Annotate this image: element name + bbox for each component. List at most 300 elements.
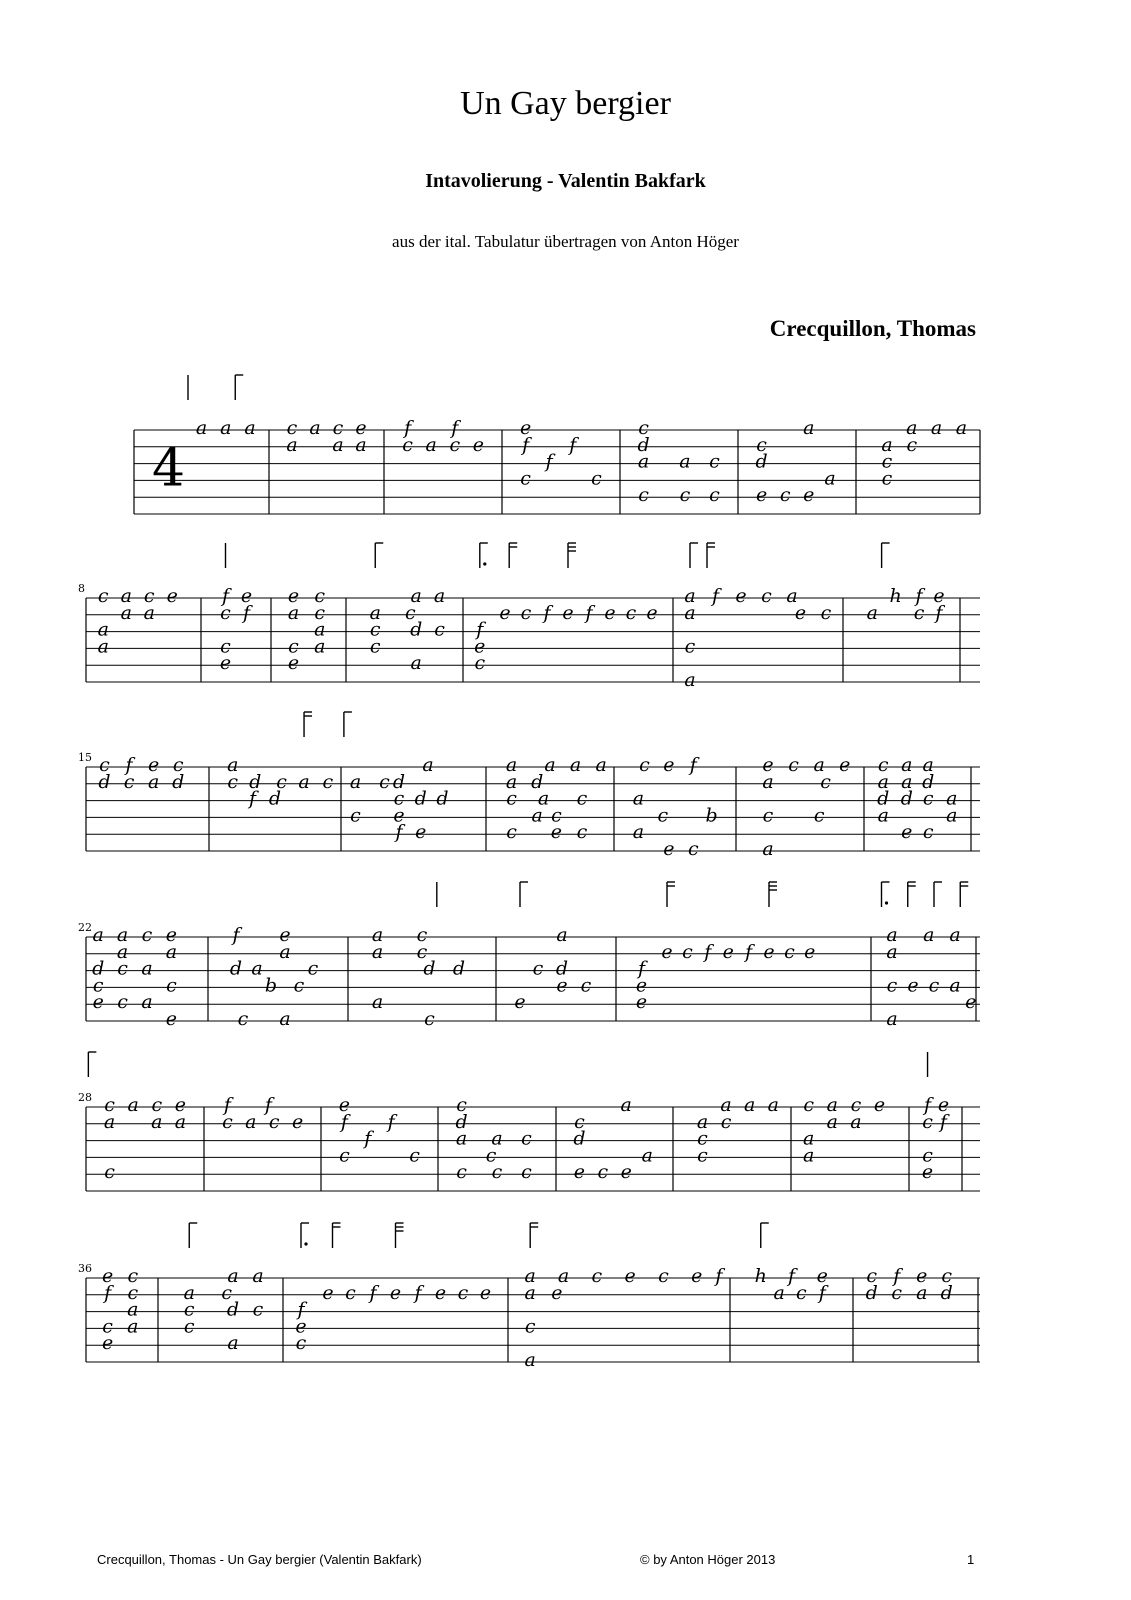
fret-letter: f xyxy=(543,601,551,624)
fret-letter: a xyxy=(314,618,326,641)
fret-letter: e xyxy=(755,484,768,507)
fret-letter: d xyxy=(940,1281,953,1304)
fret-letter: a xyxy=(684,669,696,691)
fret-letter: a xyxy=(632,787,645,810)
fret-letter: e xyxy=(434,1281,447,1304)
fret-letter: c xyxy=(268,1110,280,1133)
fret-letter: c xyxy=(709,450,720,473)
fret-letter: d xyxy=(555,957,569,980)
fret-letter: c xyxy=(307,957,319,980)
fret-letter: a xyxy=(195,417,208,439)
fret-letter: a xyxy=(141,991,153,1014)
fret-letter: a xyxy=(183,1281,195,1304)
fret-letter: a xyxy=(930,417,943,439)
fret-letter: c xyxy=(813,804,825,827)
fret-letter: a xyxy=(744,1094,756,1116)
fret-letter: d xyxy=(900,787,913,810)
fret-letter: c xyxy=(222,1110,233,1133)
fret-letter: a xyxy=(127,1315,139,1338)
fret-letter: e xyxy=(762,754,774,776)
footer-page-number: 1 xyxy=(967,1552,975,1567)
fret-letter: f xyxy=(711,585,720,607)
fret-letter: e xyxy=(901,821,913,844)
fret-letter: e xyxy=(389,1281,402,1304)
fret-letter: f xyxy=(414,1281,422,1304)
fret-letter: c xyxy=(456,1161,467,1184)
fret-letter: c xyxy=(886,974,898,997)
fret-letter: c xyxy=(521,1161,532,1184)
fret-letter: a xyxy=(922,754,934,776)
fret-letter: a xyxy=(773,1281,785,1304)
fret-letter: d xyxy=(436,787,449,810)
fret-letter: e xyxy=(322,1281,334,1304)
fret-letter: c xyxy=(866,1265,878,1287)
fret-letter: c xyxy=(682,940,693,963)
fret-letter: c xyxy=(102,1315,113,1338)
fret-letter: a xyxy=(620,1094,632,1116)
fret-letter: c xyxy=(928,974,940,997)
fret-letter: c xyxy=(762,804,774,827)
fret-letter: c xyxy=(687,838,699,860)
fret-letter: a xyxy=(174,1110,187,1133)
fret-letter: a xyxy=(826,1094,838,1116)
fret-letter: a xyxy=(425,433,437,456)
fret-letter: a xyxy=(886,940,898,963)
fret-letter: c xyxy=(574,1110,585,1133)
fret-letter: f xyxy=(637,957,646,980)
fret-letter: c xyxy=(485,1144,497,1167)
fret-letter: c xyxy=(409,1144,420,1167)
fret-letter: c xyxy=(891,1281,903,1304)
fret-letter: a xyxy=(949,924,961,946)
fret-letter: c xyxy=(295,1332,307,1355)
fret-letter: c xyxy=(314,585,326,607)
tab-system xyxy=(78,543,980,691)
fret-letter: e xyxy=(803,484,815,507)
fret-letter: e xyxy=(804,940,816,963)
fret-letter: c xyxy=(913,601,925,624)
fret-letter: c xyxy=(339,1144,350,1167)
composer-name: Crecquillon, Thomas xyxy=(769,316,976,341)
fret-letter: c xyxy=(104,1094,115,1116)
fret-letter: e xyxy=(933,585,945,607)
fret-letter: a xyxy=(877,770,889,793)
rhythm-dot xyxy=(483,562,486,565)
fret-letter: a xyxy=(762,770,774,793)
fret-letter: e xyxy=(839,754,851,776)
fret-letter: c xyxy=(449,433,461,456)
fret-letter: a xyxy=(371,991,384,1014)
fret-letter: d xyxy=(249,770,262,793)
fret-letter: e xyxy=(907,974,919,997)
fret-letter: e xyxy=(219,652,232,675)
fret-letter: c xyxy=(506,787,517,810)
fret-letter: e xyxy=(624,1265,636,1287)
fret-letter: e xyxy=(472,433,485,456)
fret-letter: d xyxy=(92,957,105,980)
fret-letter: c xyxy=(520,601,532,624)
fret-letter: e xyxy=(663,754,675,776)
fret-letter: e xyxy=(551,1281,563,1304)
fret-letter: e xyxy=(519,417,532,439)
fret-letter: c xyxy=(697,1127,708,1150)
fret-letter: c xyxy=(803,1094,815,1116)
fret-letter: c xyxy=(252,1298,264,1321)
fret-letter: c xyxy=(709,484,720,507)
fret-letter: a xyxy=(866,601,878,624)
fret-letter: e xyxy=(279,924,291,946)
fret-letter: f xyxy=(404,417,412,439)
fret-letter: c xyxy=(183,1298,195,1321)
fret-letter: e xyxy=(166,585,178,607)
fret-letter: a xyxy=(141,957,153,980)
fret-letter: a xyxy=(120,585,132,607)
fret-letter: a xyxy=(103,1110,116,1133)
fret-letter: a xyxy=(252,1265,264,1287)
fret-letter: e xyxy=(291,1110,304,1133)
fret-letter: a xyxy=(349,770,362,793)
fret-letter: a xyxy=(116,924,129,946)
fret-letter: d xyxy=(531,770,544,793)
page-subtitle: Intavolierung - Valentin Bakfark xyxy=(425,170,706,192)
fret-letter: c xyxy=(591,467,602,490)
fret-letter: e xyxy=(165,1008,178,1030)
fret-letter: d xyxy=(172,770,185,793)
fret-letter: a xyxy=(298,770,310,793)
fret-letter: d xyxy=(414,787,427,810)
fret-letter: f xyxy=(364,1127,372,1150)
fret-letter: e xyxy=(338,1094,351,1116)
fret-letter: a xyxy=(544,754,556,776)
fret-letter: c xyxy=(322,770,334,793)
fret-letter: a xyxy=(151,1110,163,1133)
fret-letter: a xyxy=(116,940,129,963)
fret-letter: f xyxy=(223,1094,231,1116)
fret-letter: h xyxy=(754,1265,767,1287)
fret-letter: d xyxy=(573,1127,586,1150)
fret-letter: a xyxy=(279,940,291,963)
fret-letter: c xyxy=(141,924,153,946)
fret-letter: c xyxy=(820,770,831,793)
fret-letter: f xyxy=(264,1094,272,1116)
fret-letter: a xyxy=(881,433,893,456)
fret-letter: a xyxy=(886,1008,898,1030)
fret-letter: a xyxy=(826,1110,838,1133)
fret-letter: c xyxy=(416,924,428,946)
fret-letter: c xyxy=(456,1094,467,1116)
fret-letter: f xyxy=(125,754,133,776)
fret-letter: e xyxy=(635,991,648,1014)
fret-letter: f xyxy=(545,450,553,473)
fret-letter: c xyxy=(638,417,649,439)
fret-letter: a xyxy=(227,1332,239,1355)
fret-letter: c xyxy=(474,652,486,675)
fret-letter: e xyxy=(562,601,574,624)
fret-letter: c xyxy=(591,1265,603,1287)
fret-letter: d xyxy=(455,1110,468,1133)
fret-letter: d xyxy=(865,1281,878,1304)
fret-letter: f xyxy=(369,1281,377,1304)
fret-letter: c xyxy=(166,974,177,997)
fret-letter: c xyxy=(457,1281,469,1304)
fret-letter: c xyxy=(434,618,445,641)
fret-letter: c xyxy=(424,1008,435,1030)
fret-letter: e xyxy=(174,1094,187,1116)
fret-letter: a xyxy=(371,940,384,963)
fret-letter: a xyxy=(850,1110,862,1133)
fret-letter: a xyxy=(97,618,109,641)
fret-letter: c xyxy=(679,484,691,507)
fret-letter: c xyxy=(402,433,413,456)
fret-letter: a xyxy=(949,974,961,997)
fret-letter: c xyxy=(820,601,832,624)
fret-letter: c xyxy=(658,1265,669,1287)
fret-letter: c xyxy=(881,467,893,490)
fret-letter: a xyxy=(906,417,918,439)
fret-letter: e xyxy=(691,1265,703,1287)
fret-letter: a xyxy=(595,754,607,776)
fret-letter: c xyxy=(369,635,381,658)
fret-letter: a xyxy=(679,450,691,473)
tab-system xyxy=(134,375,980,514)
fret-letter: f xyxy=(232,924,240,946)
footer-copyright: © by Anton Höger 2013 xyxy=(640,1552,776,1567)
fret-letter: e xyxy=(479,1281,492,1304)
fret-letter: c xyxy=(877,754,889,776)
fret-letter: e xyxy=(763,940,775,963)
fret-letter: c xyxy=(345,1281,356,1304)
fret-letter: e xyxy=(101,1332,114,1355)
fret-letter: a xyxy=(505,770,518,793)
fret-letter: f xyxy=(387,1110,395,1133)
fret-letter: f xyxy=(340,1110,348,1133)
fret-letter: a xyxy=(220,417,232,439)
fret-letter: e xyxy=(661,940,673,963)
fret-letter: a xyxy=(632,821,645,844)
fret-letter: e xyxy=(573,1161,586,1184)
measure-number: 15 xyxy=(78,751,92,764)
fret-letter: e xyxy=(415,821,427,844)
fret-letter: c xyxy=(720,1110,732,1133)
fret-letter: b xyxy=(705,804,718,827)
fret-letter: c xyxy=(597,1161,609,1184)
tab-system xyxy=(78,882,980,1030)
fret-letter: a xyxy=(557,1265,570,1287)
fret-letter: f xyxy=(715,1265,723,1287)
fret-letter: a xyxy=(97,635,109,658)
fret-letter: a xyxy=(524,1265,536,1287)
fret-letter: a xyxy=(251,957,263,980)
fret-letter: a xyxy=(355,433,367,456)
fret-letter: c xyxy=(639,754,650,776)
fret-letter: e xyxy=(937,1094,950,1116)
fret-letter: e xyxy=(646,601,658,624)
fret-letter: a xyxy=(537,787,550,810)
fret-letter: f xyxy=(297,1298,305,1321)
fret-letter: c xyxy=(97,585,109,607)
fret-letter: c xyxy=(127,1265,139,1287)
fret-letter: c xyxy=(779,484,791,507)
fret-letter: a xyxy=(720,1094,732,1116)
fret-letter: c xyxy=(788,754,799,776)
fret-letter: d xyxy=(452,957,466,980)
fret-letter: e xyxy=(287,652,300,675)
fret-letter: f xyxy=(787,1265,796,1287)
fret-letter: e xyxy=(620,1161,632,1184)
fret-letter: c xyxy=(638,484,649,507)
fret-letter: a xyxy=(524,1349,536,1371)
fret-letter: c xyxy=(576,787,588,810)
fret-letter: c xyxy=(104,1161,115,1184)
fret-letter: f xyxy=(704,940,712,963)
fret-letter: c xyxy=(332,417,344,439)
fret-letter: e xyxy=(921,1161,934,1184)
fret-letter: a xyxy=(767,1094,779,1116)
fret-letter: e xyxy=(287,585,300,607)
fret-letter: a xyxy=(877,804,889,827)
fret-letter: a xyxy=(309,417,321,439)
fret-letter: c xyxy=(922,821,934,844)
fret-letter: d xyxy=(877,787,890,810)
fret-letter: a xyxy=(433,585,446,607)
fret-letter: f xyxy=(476,618,484,641)
fret-letter: a xyxy=(287,601,300,624)
fret-letter: a xyxy=(786,585,798,607)
fret-letter: e xyxy=(92,991,104,1014)
fret-letter: a xyxy=(641,1144,653,1167)
fret-letter: c xyxy=(220,601,231,624)
fret-letter: f xyxy=(221,585,230,607)
fret-letter: c xyxy=(92,974,104,997)
fret-letter: c xyxy=(379,770,390,793)
fret-letter: e xyxy=(499,601,511,624)
fret-letter: c xyxy=(99,754,110,776)
measure-number: 8 xyxy=(78,582,85,595)
fret-letter: c xyxy=(237,1008,249,1030)
fret-letter: a xyxy=(684,601,696,624)
fret-letter: e xyxy=(556,974,568,997)
fret-letter: f xyxy=(395,821,403,844)
fret-letter: d xyxy=(410,618,423,641)
rhythm-dot xyxy=(885,901,888,904)
fret-letter: a xyxy=(120,601,132,624)
fret-letter: f xyxy=(585,601,593,624)
fret-letter: f xyxy=(915,585,923,607)
fret-letter: a xyxy=(422,754,434,776)
fret-letter: c xyxy=(922,1144,933,1167)
fret-letter: a xyxy=(803,1144,815,1167)
fret-letter: c xyxy=(506,821,517,844)
fret-letter: c xyxy=(881,450,893,473)
fret-letter: c xyxy=(117,957,128,980)
fret-letter: a xyxy=(491,1127,503,1150)
fret-letter: e xyxy=(604,601,616,624)
fret-letter: c xyxy=(405,601,416,624)
fret-letter: c xyxy=(922,1110,933,1133)
fret-letter: d xyxy=(637,433,650,456)
fret-letter: e xyxy=(295,1315,307,1338)
fret-letter: e xyxy=(635,974,648,997)
fret-letter: f xyxy=(104,1281,112,1304)
fret-letter: a xyxy=(813,754,825,776)
fret-letter: e xyxy=(550,821,563,844)
fret-letter: c xyxy=(151,1094,163,1116)
fret-letter: c xyxy=(625,601,637,624)
fret-letter: c xyxy=(532,957,544,980)
fret-letter: f xyxy=(939,1110,947,1133)
fret-letter: c xyxy=(123,770,135,793)
fret-letter: c xyxy=(941,1265,953,1287)
fret-letter: a xyxy=(946,787,958,810)
fret-letter: f xyxy=(924,1094,932,1116)
fret-letter: f xyxy=(569,433,577,456)
fret-letter: e xyxy=(355,417,367,439)
fret-letter: c xyxy=(784,940,795,963)
fret-letter: a xyxy=(901,770,913,793)
fret-letter: e xyxy=(735,585,747,607)
fret-letter: d xyxy=(922,770,935,793)
fret-letter: a xyxy=(803,1127,815,1150)
fret-letter: e xyxy=(794,601,807,624)
fret-letter: c xyxy=(922,787,934,810)
fret-letter: d xyxy=(423,957,436,980)
time-signature: 4 xyxy=(152,438,186,499)
fret-letter: e xyxy=(663,838,675,860)
fret-letter: b xyxy=(264,974,278,997)
fret-letter: a xyxy=(505,754,518,776)
fret-letter: a xyxy=(684,585,696,607)
fret-letter: a xyxy=(637,450,650,473)
fret-letter: c xyxy=(143,585,155,607)
fret-letter: c xyxy=(684,635,696,658)
fret-letter: a xyxy=(369,601,381,624)
fret-letter: d xyxy=(392,770,406,793)
fret-letter: c xyxy=(393,787,405,810)
measure-number: 36 xyxy=(78,1262,92,1275)
fret-letter: a xyxy=(286,433,298,456)
fret-letter: e xyxy=(101,1265,114,1287)
fret-letter: f xyxy=(893,1265,901,1287)
fret-letter: e xyxy=(722,940,734,963)
fret-letter: c xyxy=(220,635,231,658)
fret-letter: d xyxy=(226,1298,240,1321)
fret-letter: a xyxy=(824,467,836,490)
fret-letter: e xyxy=(816,1265,828,1287)
fret-letter: h xyxy=(889,585,902,607)
fret-letter: d xyxy=(268,787,282,810)
fret-letter: a xyxy=(410,585,422,607)
fret-letter: c xyxy=(416,940,428,963)
tab-system xyxy=(78,712,980,860)
fret-letter: a xyxy=(143,601,155,624)
fret-letter: f xyxy=(689,754,697,776)
fret-letter: a xyxy=(762,838,774,860)
fret-letter: a xyxy=(371,924,384,946)
fret-letter: c xyxy=(491,1161,503,1184)
fret-letter: c xyxy=(520,467,531,490)
fret-letter: f xyxy=(249,787,257,810)
fret-letter: a xyxy=(127,1298,139,1321)
tab-system xyxy=(78,1052,980,1191)
fret-letter: a xyxy=(886,924,898,946)
fret-letter: a xyxy=(569,754,582,776)
fret-letter: c xyxy=(756,433,767,456)
fret-letter: c xyxy=(288,635,299,658)
fret-letter: f xyxy=(745,940,753,963)
fret-letter: c xyxy=(850,1094,862,1116)
fret-letter: c xyxy=(697,1144,708,1167)
fret-letter: a xyxy=(244,417,256,439)
